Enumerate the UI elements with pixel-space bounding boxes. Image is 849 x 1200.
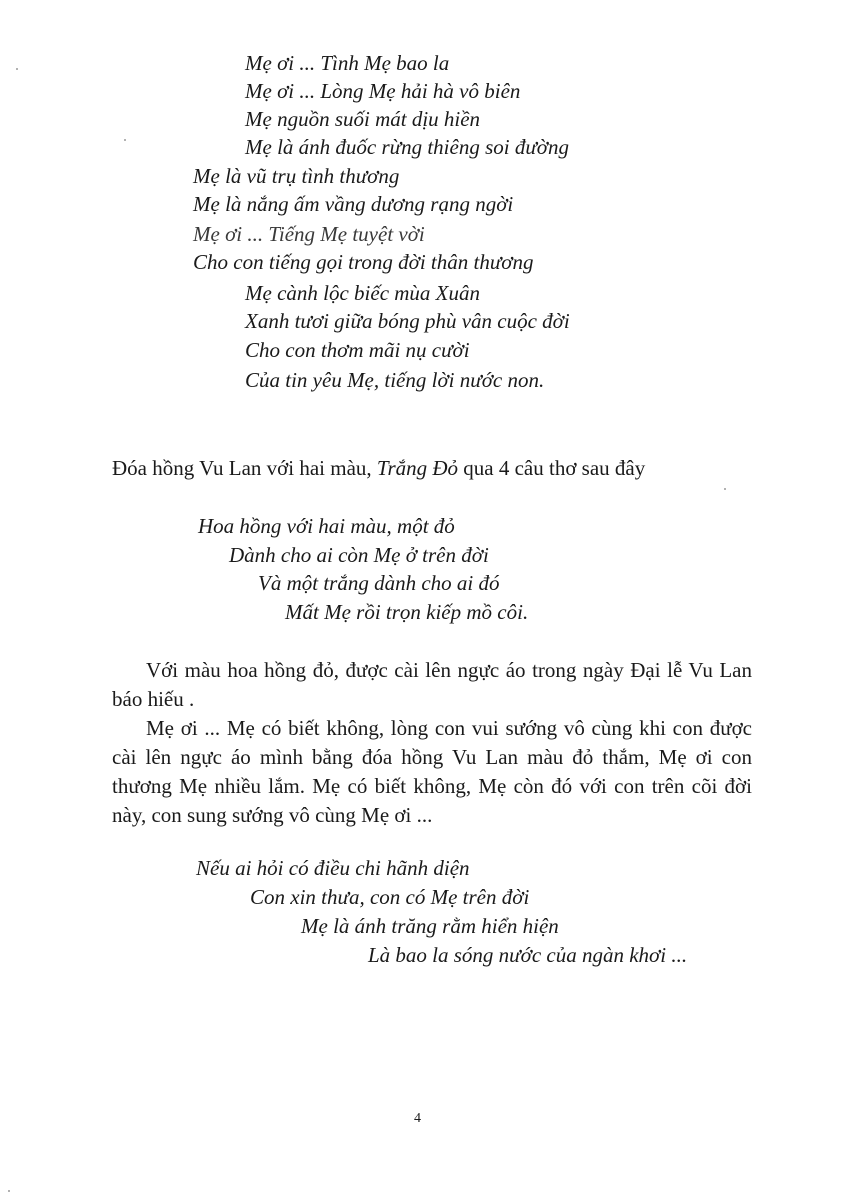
- poem-2-line: Và một trắng dành cho ai đó: [258, 571, 500, 595]
- poem-2-line: Dành cho ai còn Mẹ ở trên đời: [229, 543, 489, 567]
- poem-1-line: Mẹ nguồn suối mát dịu hiền: [245, 107, 481, 131]
- poem-1-line: Mẹ là nắng ấm vầng dương rạng ngời: [193, 192, 514, 216]
- poem-1-line: Cho con thơm mãi nụ cười: [245, 338, 470, 362]
- scan-speck: [724, 488, 726, 490]
- scan-speck: [8, 1190, 10, 1192]
- poem-3-line: Con xin thưa, con có Mẹ trên đời: [250, 885, 530, 909]
- scan-speck: [124, 139, 126, 141]
- poem-1-line: Mẹ cành lộc biếc mùa Xuân: [245, 281, 481, 305]
- paragraph-text: Mẹ ơi ... Mẹ có biết không, lòng con vui sướng vô cùng khi con được cài lên ngực áo mình bằng đóa hồng Vu Lan màu đỏ thắm, Mẹ ơi con thương Mẹ nhiều lắm. Mẹ có biết không, Mẹ còn đó với con trên cõi đời này, con sung sướng vô cùng Mẹ ơi ...: [112, 716, 752, 827]
- poem-1-line: Mẹ ơi ... Tình Mẹ bao la: [245, 51, 450, 75]
- paragraph: [112, 714, 752, 830]
- intro-text-end: qua 4 câu thơ sau đây: [458, 456, 646, 480]
- poem-2-line: Mất Mẹ rồi trọn kiếp mồ côi.: [285, 600, 529, 624]
- page-number: 4: [414, 1111, 421, 1126]
- poem-3-line: Nếu ai hỏi có điều chi hãnh diện: [196, 856, 470, 880]
- poem-3-line: Là bao la sóng nước của ngàn khơi ...: [368, 943, 688, 967]
- poem-1-line: Mẹ ơi ... Tiếng Mẹ tuyệt vời: [193, 222, 425, 246]
- poem-1-line: Của tin yêu Mẹ, tiếng lời nước non.: [245, 368, 545, 392]
- scan-speck: [16, 68, 18, 70]
- poem-1-line: Mẹ ơi ... Lòng Mẹ hải hà vô biên: [245, 79, 521, 103]
- poem-1-line: Mẹ là vũ trụ tình thương: [193, 164, 400, 188]
- intro-line: [112, 454, 645, 482]
- poem-2-line: Hoa hồng với hai màu, một đỏ: [198, 514, 455, 538]
- poem-1-line: Mẹ là ánh đuốc rừng thiêng soi đường: [245, 135, 570, 159]
- paragraph-text: Với màu hoa hồng đỏ, được cài lên ngực áo trong ngày Đại lễ Vu Lan báo hiếu .: [112, 658, 752, 711]
- poem-1-line: Cho con tiếng gọi trong đời thân thương: [193, 250, 534, 274]
- intro-italic-colors: Trắng Đỏ: [376, 456, 459, 480]
- poem-3-line: Mẹ là ánh trăng rằm hiển hiện: [301, 914, 559, 938]
- poem-1-line: Xanh tươi giữa bóng phù vân cuộc đời: [245, 309, 570, 333]
- paragraph: [112, 656, 752, 714]
- intro-text: Đóa hồng Vu Lan với hai màu,: [112, 456, 377, 480]
